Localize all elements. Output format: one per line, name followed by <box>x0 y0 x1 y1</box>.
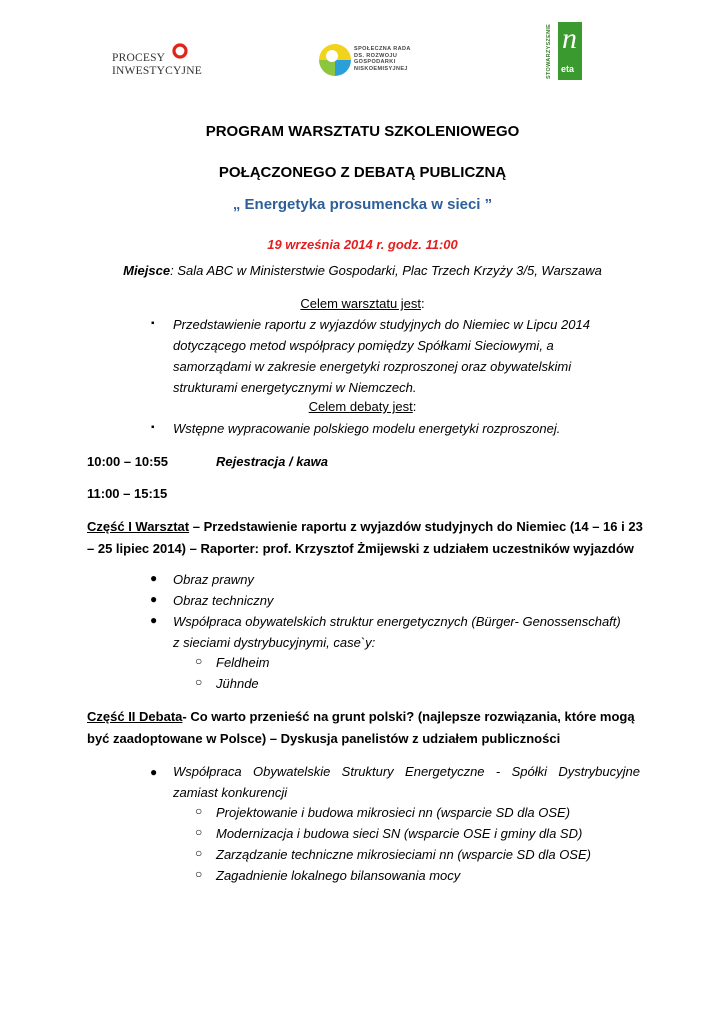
part2-line2: być zaadoptowane w Polsce) – Dyskusja panelistów z udziałem publiczności <box>87 731 561 746</box>
part1-item3-line: Współpraca obywatelskich struktur energetycznych (Bürger- Genossenschaft) <box>173 614 621 629</box>
part2-subitem: Zagadnienie lokalnego bilansowania mocy <box>216 868 461 883</box>
logo-stow-letter: n <box>562 22 577 55</box>
logo-rada-text <box>354 46 411 72</box>
goal-workshop-line: strukturami energetycznymi w Niemczech. <box>173 380 417 395</box>
ring-icon <box>172 43 188 59</box>
bullet-icon: ● <box>150 765 158 779</box>
goal-workshop-suffix: : <box>421 296 425 311</box>
square-bullet-icon: ▪ <box>151 318 155 329</box>
part1-subitem: Feldheim <box>216 655 270 670</box>
part2-heading <box>87 706 647 750</box>
part1-item: Obraz prawny <box>173 572 254 587</box>
place-label: Miejsce <box>123 263 171 278</box>
goal-debate-item: Wstępne wypracowanie polskiego modelu energetyki rozproszonej. <box>173 421 561 436</box>
part2-line1: - Co warto przenieść na grunt polski? (najlepsze rozwiązania, które mogą <box>182 709 635 724</box>
goal-workshop-line: samorządami w zakresie energetyki rozproszonej oraz obywatelskimi <box>173 359 572 374</box>
bullet-icon: ● <box>150 613 158 627</box>
schedule-time: 11:00 – 15:15 <box>87 486 168 501</box>
logo-rada-line: SPOŁECZNA RADA <box>354 46 411 52</box>
part2-item <box>173 761 640 803</box>
goal-debate-heading <box>0 399 725 414</box>
part2-line1-wrap <box>87 706 647 728</box>
title-line-2: POŁĄCZONEGO Z DEBATĄ PUBLICZNĄ <box>218 164 507 181</box>
goal-debate-suffix: : <box>412 399 417 414</box>
part1-line1: – Przedstawienie raportu z wyjazdów studyjnych do Niemiec (14 – 16 i 23 <box>189 519 643 534</box>
part1-heading <box>87 516 647 560</box>
circle-bullet-icon: ○ <box>195 654 203 668</box>
part1-item: Obraz techniczny <box>173 593 274 608</box>
logo-stow-small: eta <box>561 64 575 74</box>
part1-item3-line: z sieciami dystrybucyjnymi, case`y: <box>173 635 376 650</box>
spoleczna-rada-logo <box>318 42 428 82</box>
part2-subitem: Zarządzanie techniczne mikrosieciami nn (wsparcie SD dla OSE) <box>216 847 591 862</box>
part2-subitem: Modernizacja i budowa sieci SN (wsparcie OSE i gminy dla SD) <box>216 826 583 841</box>
logo-stow-block <box>558 22 582 80</box>
circle-bullet-icon: ○ <box>195 825 203 839</box>
part2-head: Część II Debata <box>87 709 183 724</box>
bullet-icon: ● <box>150 592 158 606</box>
part2-item-line: zamiast konkurencji <box>173 785 288 800</box>
leaf-circle-icon <box>318 42 352 78</box>
part1-line1-wrap <box>87 516 647 538</box>
goal-workshop-item <box>173 314 590 398</box>
part1-subitem: Jühnde <box>216 676 259 691</box>
place-text: : Sala ABC w Ministerstwie Gospodarki, Plac Trzech Krzyży 3/5, Warszawa <box>170 263 602 278</box>
bullet-icon: ● <box>150 571 158 585</box>
schedule-time: 10:00 – 10:55 <box>87 454 168 469</box>
event-place <box>0 263 725 278</box>
subtitle: „ Energetyka prosumencka w sieci ” <box>232 196 493 213</box>
circle-bullet-icon: ○ <box>195 804 203 818</box>
goal-workshop-label: Celem warsztatu jest <box>300 296 422 311</box>
title-line-1: PROGRAM WARSZTATU SZKOLENIOWEGO <box>205 123 520 140</box>
goal-debate-label: Celem debaty jest <box>308 399 413 414</box>
logo-rada-line: DS. ROZWOJU <box>354 52 398 59</box>
circle-bullet-icon: ○ <box>195 846 203 860</box>
logo-procesy-line2: INWESTYCYJNE <box>112 65 202 77</box>
procesy-inwestycyjne-logo <box>112 42 212 82</box>
square-bullet-icon: ▪ <box>151 422 155 433</box>
schedule-label: Rejestracja / kawa <box>216 454 329 469</box>
part1-line2: – 25 lipiec 2014) – Raporter: prof. Krzysztof Żmijewski z udziałem uczestników wyjazdów <box>87 541 634 556</box>
part2-subitem: Projektowanie i budowa mikrosieci nn (wsparcie SD dla OSE) <box>216 805 571 820</box>
circle-bullet-icon: ○ <box>195 867 203 881</box>
part2-item-line: Współpraca Obywatelskie Struktury Energetyczne - Spółki Dystrybucyjne <box>173 764 640 779</box>
event-date: 19 września 2014 r. godz. 11:00 <box>267 237 458 252</box>
goal-workshop-line: Przedstawienie raportu z wyjazdów studyjnych do Niemiec w Lipcu 2014 <box>173 317 590 332</box>
stowarzyszenie-logo <box>546 20 582 82</box>
logo-stow-vertical: STOWARZYSZENIE <box>546 23 552 79</box>
logo-rada-line: NISKOEMISYJNEJ <box>354 65 408 72</box>
part1-head: Część I Warsztat <box>87 519 190 534</box>
circle-bullet-icon: ○ <box>195 675 203 689</box>
logo-rada-line: GOSPODARKI <box>354 59 396 66</box>
part1-item-3 <box>173 611 621 653</box>
logo-procesy-line1: PROCESY <box>112 52 166 64</box>
goal-workshop-heading <box>0 296 725 311</box>
goal-workshop-line: dotyczącego metod współpracy pomiędzy Spółkami Sieciowymi, a <box>173 338 554 353</box>
